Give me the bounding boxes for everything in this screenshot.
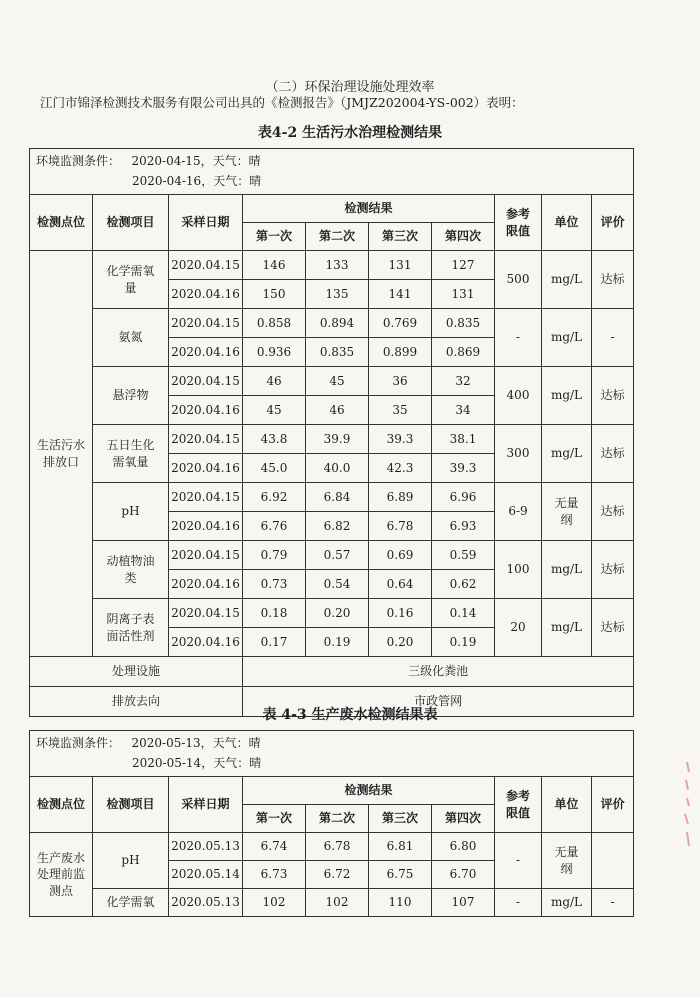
header-eval: 评价 bbox=[592, 195, 634, 251]
value-cell: 0.14 bbox=[432, 599, 495, 628]
table2-title: 表 4-3 生产废水检测结果表 bbox=[262, 707, 438, 723]
unit-cell: mg/L bbox=[542, 309, 592, 367]
section-title: （二）环保治理设施处理效率 bbox=[265, 80, 435, 95]
value-cell: 6.82 bbox=[306, 512, 369, 541]
header-item: 检测项目 bbox=[93, 195, 169, 251]
eval-cell: 达标 bbox=[592, 425, 634, 483]
limit-cell: - bbox=[495, 889, 542, 917]
value-cell: 42.3 bbox=[369, 454, 432, 483]
condition-date-3: 2020-05-13，天气：晴 bbox=[131, 736, 261, 751]
header-limit: 参考 限值 bbox=[495, 195, 542, 251]
eval-cell bbox=[592, 833, 634, 889]
value-cell: 6.93 bbox=[432, 512, 495, 541]
header-run-4: 第四次 bbox=[432, 805, 495, 833]
header-run-4: 第四次 bbox=[432, 223, 495, 251]
value-cell: 6.80 bbox=[432, 833, 495, 861]
value-cell: 0.899 bbox=[369, 338, 432, 367]
item-name: 五日生化 需氧量 bbox=[93, 425, 169, 483]
value-cell: 0.16 bbox=[369, 599, 432, 628]
value-cell: 146 bbox=[243, 251, 306, 280]
value-cell: 6.81 bbox=[369, 833, 432, 861]
value-cell: 110 bbox=[369, 889, 432, 917]
eval-cell: - bbox=[592, 889, 634, 917]
limit-cell: - bbox=[495, 833, 542, 889]
table-row bbox=[30, 309, 634, 338]
table1-title: 表4-2 生活污水治理检测结果 bbox=[257, 125, 443, 141]
header-run-2: 第二次 bbox=[306, 805, 369, 833]
condition-date-4: 2020-05-14，天气：晴 bbox=[132, 755, 262, 770]
value-cell: 0.869 bbox=[432, 338, 495, 367]
eval-cell: 达标 bbox=[592, 251, 634, 309]
value-cell: 43.8 bbox=[243, 425, 306, 454]
value-cell: 39.3 bbox=[432, 454, 495, 483]
value-cell: 0.894 bbox=[306, 309, 369, 338]
header-date-2: 采样日期 bbox=[169, 777, 243, 833]
header-unit-2: 单位 bbox=[542, 777, 592, 833]
sample-date: 2020.04.16 bbox=[169, 338, 243, 367]
header-limit-2: 参考 限值 bbox=[495, 777, 542, 833]
header-point: 检测点位 bbox=[30, 195, 93, 251]
unit-cell: 无量 纲 bbox=[542, 483, 592, 541]
value-cell: 0.835 bbox=[432, 309, 495, 338]
value-cell: 131 bbox=[432, 280, 495, 309]
eval-cell: 达标 bbox=[592, 367, 634, 425]
eval-cell: 达标 bbox=[592, 541, 634, 599]
table-row bbox=[30, 541, 634, 570]
unit-cell: mg/L bbox=[542, 251, 592, 309]
header-results: 检测结果 bbox=[243, 195, 495, 223]
limit-cell: 300 bbox=[495, 425, 542, 483]
value-cell: 46 bbox=[243, 367, 306, 396]
facility-value: 三级化粪池 bbox=[243, 657, 634, 687]
value-cell: 36 bbox=[369, 367, 432, 396]
value-cell: 32 bbox=[432, 367, 495, 396]
facility-label: 处理设施 bbox=[30, 657, 243, 687]
value-cell: 6.74 bbox=[243, 833, 306, 861]
value-cell: 0.69 bbox=[369, 541, 432, 570]
value-cell: 6.70 bbox=[432, 861, 495, 889]
eval-cell: 达标 bbox=[592, 483, 634, 541]
limit-cell: 400 bbox=[495, 367, 542, 425]
limit-cell: - bbox=[495, 309, 542, 367]
value-cell: 135 bbox=[306, 280, 369, 309]
header-date: 采样日期 bbox=[169, 195, 243, 251]
value-cell: 0.18 bbox=[243, 599, 306, 628]
value-cell: 46 bbox=[306, 396, 369, 425]
item-name: pH bbox=[93, 833, 169, 889]
value-cell: 150 bbox=[243, 280, 306, 309]
value-cell: 0.769 bbox=[369, 309, 432, 338]
sample-date: 2020.04.16 bbox=[169, 628, 243, 657]
limit-cell: 6-9 bbox=[495, 483, 542, 541]
sample-date: 2020.05.13 bbox=[169, 833, 243, 861]
unit-cell: mg/L bbox=[542, 425, 592, 483]
condition-label-2: 环境监测条件： bbox=[36, 736, 121, 751]
sample-date: 2020.04.15 bbox=[169, 483, 243, 512]
header-run-1: 第一次 bbox=[243, 805, 306, 833]
sample-date: 2020.04.15 bbox=[169, 367, 243, 396]
sample-date: 2020.04.16 bbox=[169, 570, 243, 599]
value-cell: 133 bbox=[306, 251, 369, 280]
value-cell: 0.858 bbox=[243, 309, 306, 338]
item-name: 动植物油 类 bbox=[93, 541, 169, 599]
value-cell: 38.1 bbox=[432, 425, 495, 454]
value-cell: 6.89 bbox=[369, 483, 432, 512]
item-name: 化学需氧 bbox=[93, 889, 169, 917]
value-cell: 6.78 bbox=[369, 512, 432, 541]
value-cell: 102 bbox=[306, 889, 369, 917]
value-cell: 39.3 bbox=[369, 425, 432, 454]
value-cell: 39.9 bbox=[306, 425, 369, 454]
table-row bbox=[30, 833, 634, 861]
table-row bbox=[30, 367, 634, 396]
eval-cell: 达标 bbox=[592, 599, 634, 657]
intro-paragraph: 江门市锦泽检测技术服务有限公司出具的《检测报告》（JMJZ202004-YS-002）表明： bbox=[40, 95, 524, 110]
value-cell: 6.76 bbox=[243, 512, 306, 541]
value-cell: 0.79 bbox=[243, 541, 306, 570]
value-cell: 45.0 bbox=[243, 454, 306, 483]
monitoring-point: 生活污水 排放口 bbox=[30, 251, 93, 657]
condition-date-1: 2020-04-15，天气：晴 bbox=[131, 154, 261, 169]
discharge-label: 排放去向 bbox=[30, 687, 243, 717]
value-cell: 35 bbox=[369, 396, 432, 425]
item-name: 氨氮 bbox=[93, 309, 169, 367]
header-run-2: 第二次 bbox=[306, 223, 369, 251]
limit-cell: 100 bbox=[495, 541, 542, 599]
table-row bbox=[30, 889, 634, 917]
condition-date-2: 2020-04-16，天气：晴 bbox=[132, 173, 262, 188]
stamp-edge-mark bbox=[680, 760, 694, 850]
table-row bbox=[30, 657, 634, 687]
table-row bbox=[30, 483, 634, 512]
value-cell: 0.936 bbox=[243, 338, 306, 367]
header-run-3: 第三次 bbox=[369, 805, 432, 833]
value-cell: 6.78 bbox=[306, 833, 369, 861]
value-cell: 45 bbox=[306, 367, 369, 396]
header-item-2: 检测项目 bbox=[93, 777, 169, 833]
value-cell: 6.75 bbox=[369, 861, 432, 889]
header-run-1: 第一次 bbox=[243, 223, 306, 251]
limit-cell: 20 bbox=[495, 599, 542, 657]
limit-cell: 500 bbox=[495, 251, 542, 309]
item-name: pH bbox=[93, 483, 169, 541]
unit-cell: mg/L bbox=[542, 541, 592, 599]
discharge-value: 市政管网 bbox=[243, 687, 634, 717]
item-name: 化学需氧 量 bbox=[93, 251, 169, 309]
value-cell: 0.19 bbox=[432, 628, 495, 657]
production-wastewater-table bbox=[29, 730, 634, 917]
monitoring-point-2: 生产废水 处理前监 测点 bbox=[30, 833, 93, 917]
value-cell: 131 bbox=[369, 251, 432, 280]
value-cell: 6.96 bbox=[432, 483, 495, 512]
sample-date: 2020.04.15 bbox=[169, 541, 243, 570]
eval-cell: - bbox=[592, 309, 634, 367]
table-row bbox=[30, 599, 634, 628]
header-results-2: 检测结果 bbox=[243, 777, 495, 805]
value-cell: 0.20 bbox=[369, 628, 432, 657]
value-cell: 0.57 bbox=[306, 541, 369, 570]
value-cell: 0.835 bbox=[306, 338, 369, 367]
sample-date: 2020.04.16 bbox=[169, 512, 243, 541]
condition-label: 环境监测条件： bbox=[36, 154, 121, 169]
sample-date: 2020.04.15 bbox=[169, 251, 243, 280]
sample-date: 2020.04.15 bbox=[169, 599, 243, 628]
sample-date: 2020.05.14 bbox=[169, 861, 243, 889]
value-cell: 0.19 bbox=[306, 628, 369, 657]
value-cell: 0.17 bbox=[243, 628, 306, 657]
sample-date: 2020.05.13 bbox=[169, 889, 243, 917]
header-eval-2: 评价 bbox=[592, 777, 634, 833]
monitoring-conditions-2 bbox=[30, 731, 634, 777]
value-cell: 0.59 bbox=[432, 541, 495, 570]
value-cell: 6.92 bbox=[243, 483, 306, 512]
unit-cell: mg/L bbox=[542, 367, 592, 425]
value-cell: 0.62 bbox=[432, 570, 495, 599]
value-cell: 45 bbox=[243, 396, 306, 425]
header-point-2: 检测点位 bbox=[30, 777, 93, 833]
item-name: 悬浮物 bbox=[93, 367, 169, 425]
sample-date: 2020.04.16 bbox=[169, 280, 243, 309]
value-cell: 107 bbox=[432, 889, 495, 917]
domestic-sewage-table bbox=[29, 148, 634, 717]
sample-date: 2020.04.16 bbox=[169, 396, 243, 425]
table-row bbox=[30, 251, 634, 280]
value-cell: 141 bbox=[369, 280, 432, 309]
unit-cell: 无量 纲 bbox=[542, 833, 592, 889]
unit-cell: mg/L bbox=[542, 889, 592, 917]
table-row bbox=[30, 425, 634, 454]
value-cell: 0.54 bbox=[306, 570, 369, 599]
sample-date: 2020.04.15 bbox=[169, 425, 243, 454]
value-cell: 34 bbox=[432, 396, 495, 425]
value-cell: 6.72 bbox=[306, 861, 369, 889]
value-cell: 0.64 bbox=[369, 570, 432, 599]
value-cell: 6.84 bbox=[306, 483, 369, 512]
header-run-3: 第三次 bbox=[369, 223, 432, 251]
value-cell: 6.73 bbox=[243, 861, 306, 889]
monitoring-conditions bbox=[30, 149, 634, 195]
sample-date: 2020.04.15 bbox=[169, 309, 243, 338]
value-cell: 0.73 bbox=[243, 570, 306, 599]
header-unit: 单位 bbox=[542, 195, 592, 251]
unit-cell: mg/L bbox=[542, 599, 592, 657]
value-cell: 40.0 bbox=[306, 454, 369, 483]
value-cell: 102 bbox=[243, 889, 306, 917]
value-cell: 0.20 bbox=[306, 599, 369, 628]
item-name: 阴离子表 面活性剂 bbox=[93, 599, 169, 657]
sample-date: 2020.04.16 bbox=[169, 454, 243, 483]
value-cell: 127 bbox=[432, 251, 495, 280]
